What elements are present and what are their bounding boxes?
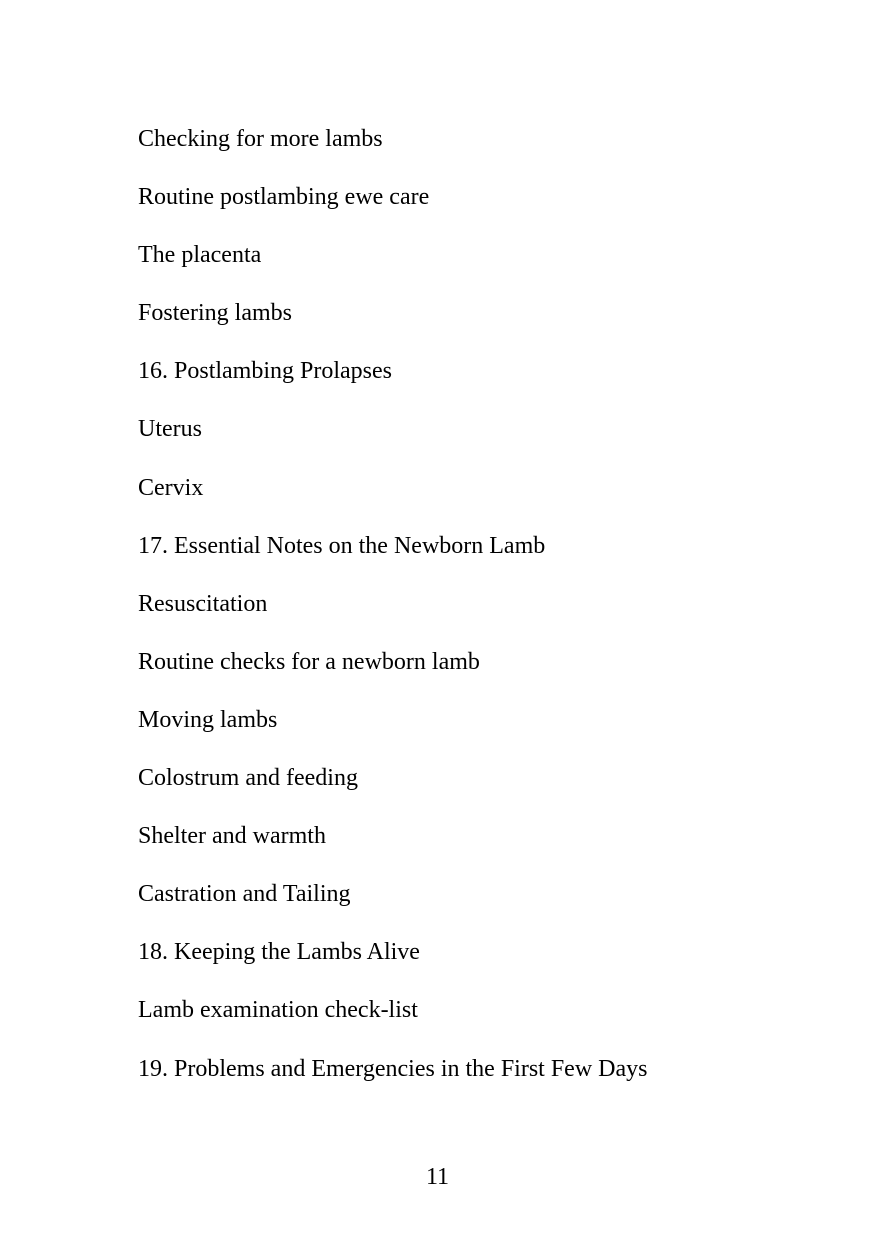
toc-entry: Fostering lambs (138, 300, 292, 327)
toc-entry: Lamb examination check-list (138, 997, 418, 1024)
toc-entry: Colostrum and feeding (138, 765, 358, 792)
toc-entry: Checking for more lambs (138, 126, 383, 152)
table-of-contents (138, 124, 647, 1112)
toc-entry: Uterus (138, 416, 202, 443)
toc-entry: The placenta (138, 242, 262, 269)
toc-chapter-heading: 17. Essential Notes on the Newborn Lamb (138, 532, 546, 559)
toc-entry: Routine postlambing ewe care (138, 184, 430, 211)
toc-entry: Cervix (138, 474, 204, 501)
page-number: 11 (425, 1164, 450, 1190)
toc-entry: Castration and Tailing (138, 881, 351, 908)
toc-chapter-heading: 18. Keeping the Lambs Alive (138, 939, 420, 966)
toc-entry: Routine checks for a newborn lamb (138, 648, 480, 675)
toc-entry: Shelter and warmth (138, 823, 326, 850)
toc-chapter-heading: 19. Problems and Emergencies in the First Few Days (138, 1055, 648, 1082)
toc-chapter-heading: 16. Postlambing Prolapses (138, 358, 393, 385)
toc-entry: Moving lambs (138, 706, 278, 733)
toc-entry: Resuscitation (138, 590, 268, 617)
